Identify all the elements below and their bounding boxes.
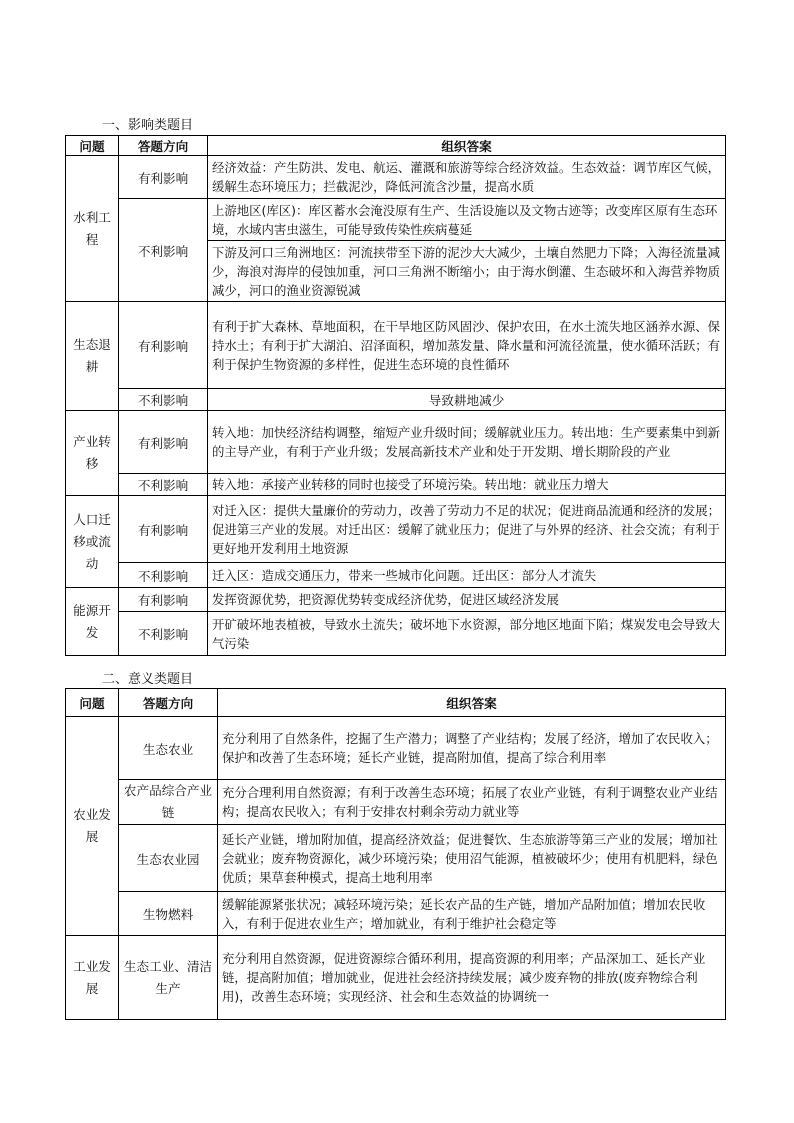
answer-cell: 转入地：加快经济结构调整，缩短产业升级时间；缓解就业压力。转出地：生产要素集中到新的主导产业，有利于产业升级；发展高新技术产业和处于开发期、增长期阶段的产业 [208, 411, 726, 474]
direction-unfavorable: 不利影响 [119, 563, 208, 588]
direction-favorable: 有利影响 [119, 411, 208, 474]
table-row [66, 588, 726, 612]
table-row [66, 199, 726, 241]
question-industry-transfer: 产业转移 [66, 411, 119, 496]
table-row [66, 780, 726, 825]
direction-eco-agri: 生态农业 [119, 717, 218, 780]
direction-eco-park: 生态农业园 [119, 825, 218, 892]
table-row [66, 612, 726, 656]
table-row [66, 496, 726, 563]
answer-cell: 转入地：承接产业转移的同时也接受了环境污染。转出地：就业压力增大 [208, 474, 726, 496]
answer-cell: 对迁入区：提供大量廉价的劳动力，改善了劳动力不足的状况；促进商品流通和经济的发展；促进第三产业的发展。对迁出区：缓解了就业压力；促进了与外界的经济、社会交流；有利于更好地开发利用土地资源 [208, 496, 726, 563]
direction-unfavorable: 不利影响 [119, 199, 208, 302]
answer-cell: 充分利用了自然条件，挖掘了生产潜力；调整了产业结构；发展了经济，增加了农民收入；保护和改善了生态环境；延长产业链，提高附加值，提高了综合利用率 [218, 717, 726, 780]
header-question: 问题 [66, 136, 119, 156]
header-direction: 答题方向 [119, 136, 208, 156]
answer-cell: 迁入区：造成交通压力，带来一些城市化问题。迁出区：部分人才流失 [208, 563, 726, 588]
answer-cell: 充分利用自然资源，促进资源综合循环利用，提高资源的利用率；产品深加工、延长产业链，提高附加值；增加就业，促进社会经济持续发展；减少废弃物的排放(废弃物综合利用)，改善生态环境；实现经济、社会和生态效益的协调统一 [218, 936, 726, 1020]
direction-biofuel: 生物燃料 [119, 892, 218, 936]
answer-cell: 缓解能源紧张状况；减轻环境污染；延长农产品的生产链，增加产品附加值；增加农民收入，有利于促进农业生产；增加就业，有利于维护社会稳定等 [218, 892, 726, 936]
answer-cell: 上游地区(库区)：库区蓄水会淹没原有生产、生活设施以及文物古迹等；改变库区原有生态环境，水域内害虫滋生，可能导致传染性疾病蔓延 [208, 199, 726, 241]
direction-eco-industry: 生态工业、清洁生产 [119, 936, 218, 1020]
direction-unfavorable: 不利影响 [119, 474, 208, 496]
table-row [66, 825, 726, 892]
question-energy: 能源开发 [66, 588, 119, 656]
direction-favorable: 有利影响 [119, 588, 208, 612]
table-row [66, 389, 726, 411]
question-eco-retire: 生态退耕 [66, 302, 119, 411]
table-row [66, 892, 726, 936]
answer-cell: 有利于扩大森林、草地面积，在干旱地区防风固沙、保护农田，在水土流失地区涵养水源、保持水土；有利于扩大湖泊、沼泽面积，增加蒸发量、降水量和河流径流量，使水循环活跃；有利于保护生物资源的多样性，促进生态环境的良性循环 [208, 302, 726, 389]
table-row [66, 563, 726, 588]
answer-cell: 经济效益：产生防洪、发电、航运、灌溉和旅游等综合经济效益。生态效益：调节库区气候，缓解生态环境压力；拦截泥沙，降低河流含沙量，提高水质 [208, 156, 726, 199]
header-answer: 组织答案 [218, 689, 726, 717]
direction-favorable: 有利影响 [119, 156, 208, 199]
answer-cell: 开矿破坏地表植被，导致水土流失；破坏地下水资源，部分地区地面下陷；煤炭发电会导致大气污染 [208, 612, 726, 656]
question-migration: 人口迁移或流动 [66, 496, 119, 588]
question-water-project: 水利工程 [66, 156, 119, 302]
direction-unfavorable: 不利影响 [119, 389, 208, 411]
direction-unfavorable: 不利影响 [119, 612, 208, 656]
answer-cell: 发挥资源优势，把资源优势转变成经济优势，促进区域经济发展 [208, 588, 726, 612]
section-title-significance: 二、意义类题目 [102, 672, 194, 687]
question-agriculture: 农业发展 [66, 717, 119, 936]
table-header-row [66, 136, 726, 156]
table-row [66, 411, 726, 474]
answer-cell: 下游及河口三角洲地区：河流挟带至下游的泥沙大大减少，土壤自然肥力下降；入海径流量减少，海浪对海岸的侵蚀加重，河口三角洲不断缩小；由于海水倒灌、生态破坏和入海营养物质减少，河口的渔业资源锐减 [208, 241, 726, 302]
table-row [66, 936, 726, 1020]
answer-cell: 导致耕地减少 [208, 389, 726, 411]
direction-favorable: 有利影响 [119, 302, 208, 389]
influence-table [65, 135, 726, 656]
significance-table [65, 688, 726, 1020]
table-header-row [66, 689, 726, 717]
answer-cell: 延长产业链，增加附加值，提高经济效益；促进餐饮、生态旅游等第三产业的发展；增加社会就业；废弃物资源化，减少环境污染；使用沼气能源，植被破坏少；使用有机肥料，绿色优质；果草套种模式，提高土地利用率 [218, 825, 726, 892]
question-industry: 工业发展 [66, 936, 119, 1020]
table-row [66, 302, 726, 389]
table-row [66, 717, 726, 780]
header-answer: 组织答案 [208, 136, 726, 156]
header-direction: 答题方向 [119, 689, 218, 717]
table-row [66, 156, 726, 199]
section-title-influence: 一、影响类题目 [102, 118, 194, 133]
header-question: 问题 [66, 689, 119, 717]
answer-cell: 充分合理利用自然资源；有利于改善生态环境；拓展了农业产业链，有利于调整农业产业结构；提高农民收入；有利于安排农村剩余劳动力就业等 [218, 780, 726, 825]
direction-favorable: 有利影响 [119, 496, 208, 563]
table-row [66, 474, 726, 496]
direction-agri-chain: 农产品综合产业链 [119, 780, 218, 825]
